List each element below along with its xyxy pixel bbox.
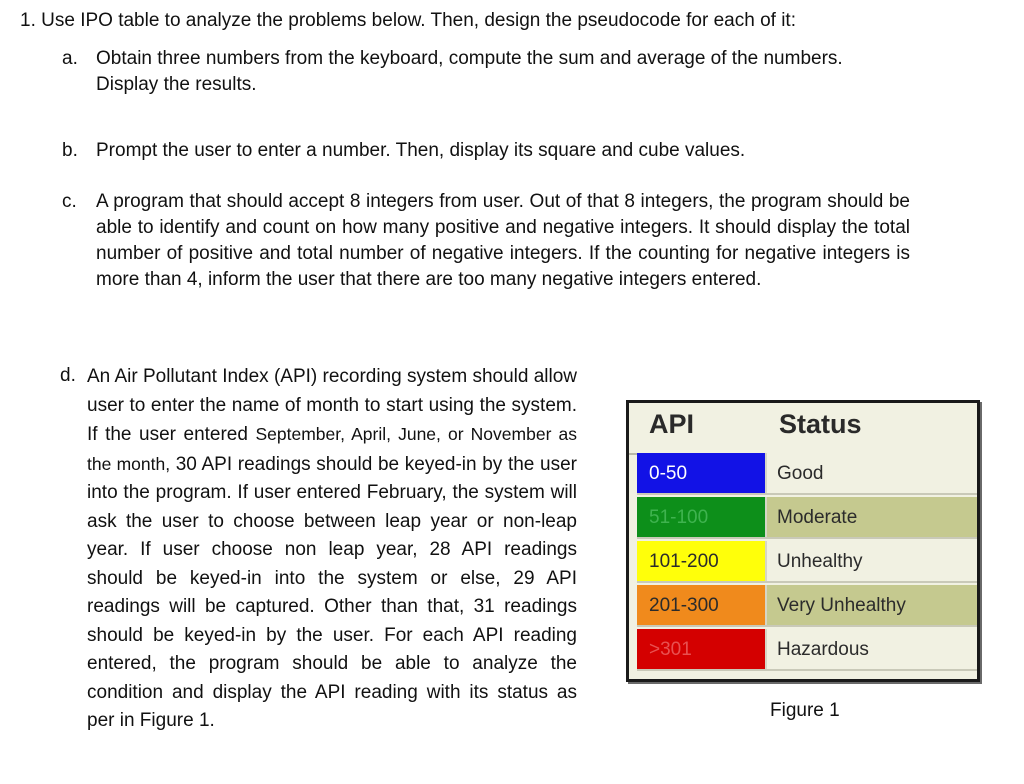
problem-a-text: Obtain three numbers from the keyboard, compute the sum and average of the numbers. Display the results.	[96, 48, 843, 95]
problem-d-text-after: 30 API readings should be keyed-in by the user into the program. If user entered February, the system will ask the user to choose between leap year or non-leap year. If user choose non leap year, 28 API readings should be keyed-in into the system or else, 29 API readings will be captured. Other than that, 31 readings should be keyed-in by the user. For each API reading entered, the program should be able to analyze the condition and display the API reading with its status as per in Figure 1.	[87, 453, 577, 731]
api-range-cell: 51-100	[637, 497, 767, 538]
row-divider	[637, 493, 977, 495]
question-title: 1. Use IPO table to analyze the problems below. Then, design the pseudocode for each of it:	[20, 10, 796, 31]
problem-d-months: September, April, June, or November as the month,	[87, 424, 577, 474]
problem-d-label: d.	[60, 365, 76, 386]
row-divider	[637, 537, 977, 539]
api-range-cell: 0-50	[637, 453, 767, 494]
problem-d-text	[87, 363, 577, 736]
row-divider	[637, 625, 977, 627]
status-cell: Unhealthy	[767, 541, 977, 582]
api-status-table	[626, 400, 980, 682]
api-range-cell: 201-300	[637, 585, 767, 626]
api-range-cell: >301	[637, 629, 767, 670]
problem-b-label: b.	[62, 140, 78, 161]
problem-a-label: a.	[62, 48, 78, 69]
header-status: Status	[779, 409, 862, 439]
status-cell: Moderate	[767, 497, 977, 538]
problem-d-text-before: An Air Pollutant Index (API) recording system should allow user to enter the name of month to start using the system. If the user entered	[87, 366, 578, 445]
row-divider	[637, 669, 977, 671]
table-row	[629, 453, 977, 495]
table-header	[629, 403, 977, 455]
header-api: API	[649, 409, 695, 439]
problem-b-text: Prompt the user to enter a number. Then, display its square and cube values.	[96, 140, 746, 161]
status-cell: Good	[767, 453, 977, 494]
status-cell: Very Unhealthy	[767, 585, 977, 626]
api-range-cell: 101-200	[637, 541, 767, 582]
table-row	[629, 541, 977, 583]
problem-c-text: A program that should accept 8 integers from user. Out of that 8 integers, the program should be able to identify and count on how many positive and negative integers. It should display the total number of positive and total number of negative integers. If the counting for negative integers is more than 4, inform the user that there are too many negative integers entered.	[96, 191, 910, 290]
problem-c-label: c.	[62, 191, 77, 212]
table-row	[629, 585, 977, 627]
figure-caption: Figure 1	[770, 700, 840, 721]
table-row	[629, 497, 977, 539]
row-divider	[637, 581, 977, 583]
status-cell: Hazardous	[767, 629, 977, 670]
table-row	[629, 629, 977, 671]
